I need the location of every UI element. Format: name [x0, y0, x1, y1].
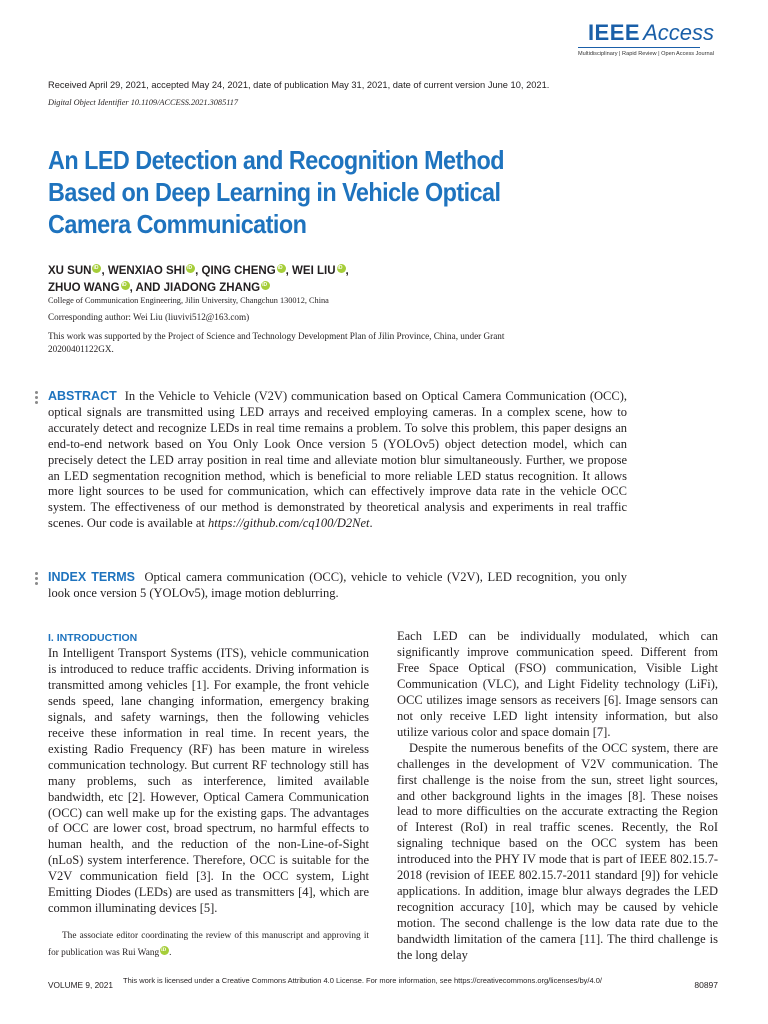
- footer-volume: VOLUME 9, 2021: [48, 980, 114, 990]
- section-marker-icon: [33, 570, 41, 587]
- author-name[interactable]: , QING CHENG: [195, 265, 276, 277]
- footer-license[interactable]: This work is licensed under a Creative Commons Attribution 4.0 License. For more information, see https://creativecommons.org/licenses/by/4.0/: [123, 976, 602, 985]
- journal-tagline: Multidisciplinary | Rapid Review | Open Access Journal: [578, 51, 714, 57]
- intro-paragraph-1: In Intelligent Transport Systems (ITS), vehicle communication is introduced to reduce traffic accidents. Driving information is transmitted among vehicles [1]. For example, the front vehicle sends speed, lane changing information, emergency braking signals, and safety warnings, then the following vehicles receive these information in real time. In recent years, the existing Radio Frequency (RF) has been mature in wireless communication technology. But current RF technology still has many problems, such as interference, limited available bandwidth, etc [2]. However, Optical Camera Communication (OCC) can well make up for the existing gaps. The advantages of OCC are lower cost, broad spectrum, no harmful effects to human health, and the reduction of the non-Line-of-Sight (nLoS) system interference. Therefore, OCC is suitable for the V2V communication field [3]. In the OCC system, Light Emitting Diodes (LEDs) are used as transmitters [4], which are common illuminating devices [5].: [48, 646, 369, 916]
- intro-paragraph-3: Despite the numerous benefits of the OCC system, there are challenges in the development of V2V communication. The first challenge is the noise from the sun, street light sources, and other background lights in the images [8]. These noises lead to more difficulties on the accurate extracting the Region of Interest (RoI) in real traffic scenes. Recently, the RoI signaling technique based on the OCC system has been introduced into the PHY IV mode that is part of IEEE 802.15.7-2018 (revision of IEEE 802.15.7-2011 standard [9]) for vehicle applications. In addition, image blur always degrades the LED recognition accuracy [10], which may be caused by vehicle motion. The second challenge is the low data rate due to the bandwidth limitation of the camera [11]. The third challenge is the long delay: [397, 740, 718, 963]
- column-right: [397, 629, 718, 964]
- orcid-icon[interactable]: [277, 264, 286, 273]
- doi[interactable]: Digital Object Identifier 10.1109/ACCESS.2021.3085117: [48, 98, 239, 107]
- author-name[interactable]: ZHUO WANG: [48, 282, 120, 294]
- author-name[interactable]: , WEI LIU: [285, 265, 336, 277]
- index-terms-label: INDEX TERMS: [48, 570, 136, 584]
- section-heading-introduction: I. INTRODUCTION: [48, 632, 138, 644]
- footnote-text: The associate editor coordinating the review of this manuscript and approving it for publication was Rui Wang: [48, 931, 369, 958]
- code-link[interactable]: https://github.com/cq100/D2Net: [208, 516, 370, 531]
- author-name[interactable]: , WENXIAO SHI: [101, 265, 186, 277]
- page-number: 80897: [694, 980, 718, 990]
- journal-name-access: Access: [643, 20, 714, 45]
- journal-logo: [578, 22, 714, 57]
- corresponding-author: Corresponding author: Wei Liu (liuvivi512@163.com): [48, 312, 250, 322]
- paper-title: An LED Detection and Recognition Method Based on Deep Learning in Vehicle Optical Camera Communication: [48, 145, 505, 239]
- abstract-label: ABSTRACT: [48, 389, 117, 403]
- abstract-text: In the Vehicle to Vehicle (V2V) communication based on Optical Camera Communication (OCC), optical signals are transmitted using LED arrays and received employing cameras. In a complex scene, how to accurately detect and recognize LEDs in real time remains a problem. To solve this problem, this paper designs an end-to-end network based on You Only Look Once version 5 (YOLOv5) object detection model, which can precisely detect the LED array position in real time and alleviate motion blur simultaneously. Further, we propose an LED segmentation recognition method, which is beneficial to more reliable LED status recognition. It allows more light sources to be used for communication, which can effectively improve data rate in the vehicle OCC system. The effectiveness of our method is demonstrated by theoretical analysis and experiments in real traffic scenes. Our code is available at: [48, 389, 627, 531]
- abstract-end: .: [369, 516, 373, 531]
- orcid-icon[interactable]: [160, 946, 169, 955]
- section-marker-icon: [33, 389, 41, 406]
- funding-note: This work was supported by the Project of Science and Technology Development Plan of Jilin Province, China, under Grant 20200401122GX.: [48, 331, 505, 354]
- editor-footnote: [48, 928, 369, 962]
- logo-rule: [578, 47, 700, 48]
- author-name[interactable]: , AND JIADONG ZHANG: [129, 282, 261, 294]
- author-list: [48, 263, 448, 297]
- affiliation: College of Communication Engineering, Jilin University, Changchun 130012, China: [48, 296, 329, 305]
- index-terms-text: Optical camera communication (OCC), vehicle to vehicle (V2V), LED recognition, you only look once version 5 (YOLOv5), image motion deblurring.: [48, 570, 627, 600]
- footnote-end: .: [169, 948, 172, 958]
- orcid-icon[interactable]: [337, 264, 346, 273]
- orcid-icon[interactable]: [186, 264, 195, 273]
- abstract: [48, 389, 627, 532]
- author-name[interactable]: XU SUN: [48, 265, 92, 277]
- index-terms: [48, 570, 627, 602]
- orcid-icon[interactable]: [261, 281, 270, 290]
- publication-history: Received April 29, 2021, accepted May 24, 2021, date of publication May 31, 2021, date of current version June 10, 2021.: [48, 80, 550, 90]
- intro-paragraph-2: Each LED can be individually modulated, which can significantly improve communication speed. Different from Free Space Optical (FSO) communication, Visible Light Communication (VLC), and Light Fidelity technology (LiFi), OCC utilizes image sensors as receivers [6]. Image sensors can not only receive LED light intensity information, but also utilize various color and space domain [7].: [397, 629, 718, 739]
- author-separator: ,: [345, 265, 349, 277]
- column-left: [48, 630, 369, 917]
- orcid-icon[interactable]: [121, 281, 130, 290]
- journal-name-ieee: IEEE: [587, 20, 641, 45]
